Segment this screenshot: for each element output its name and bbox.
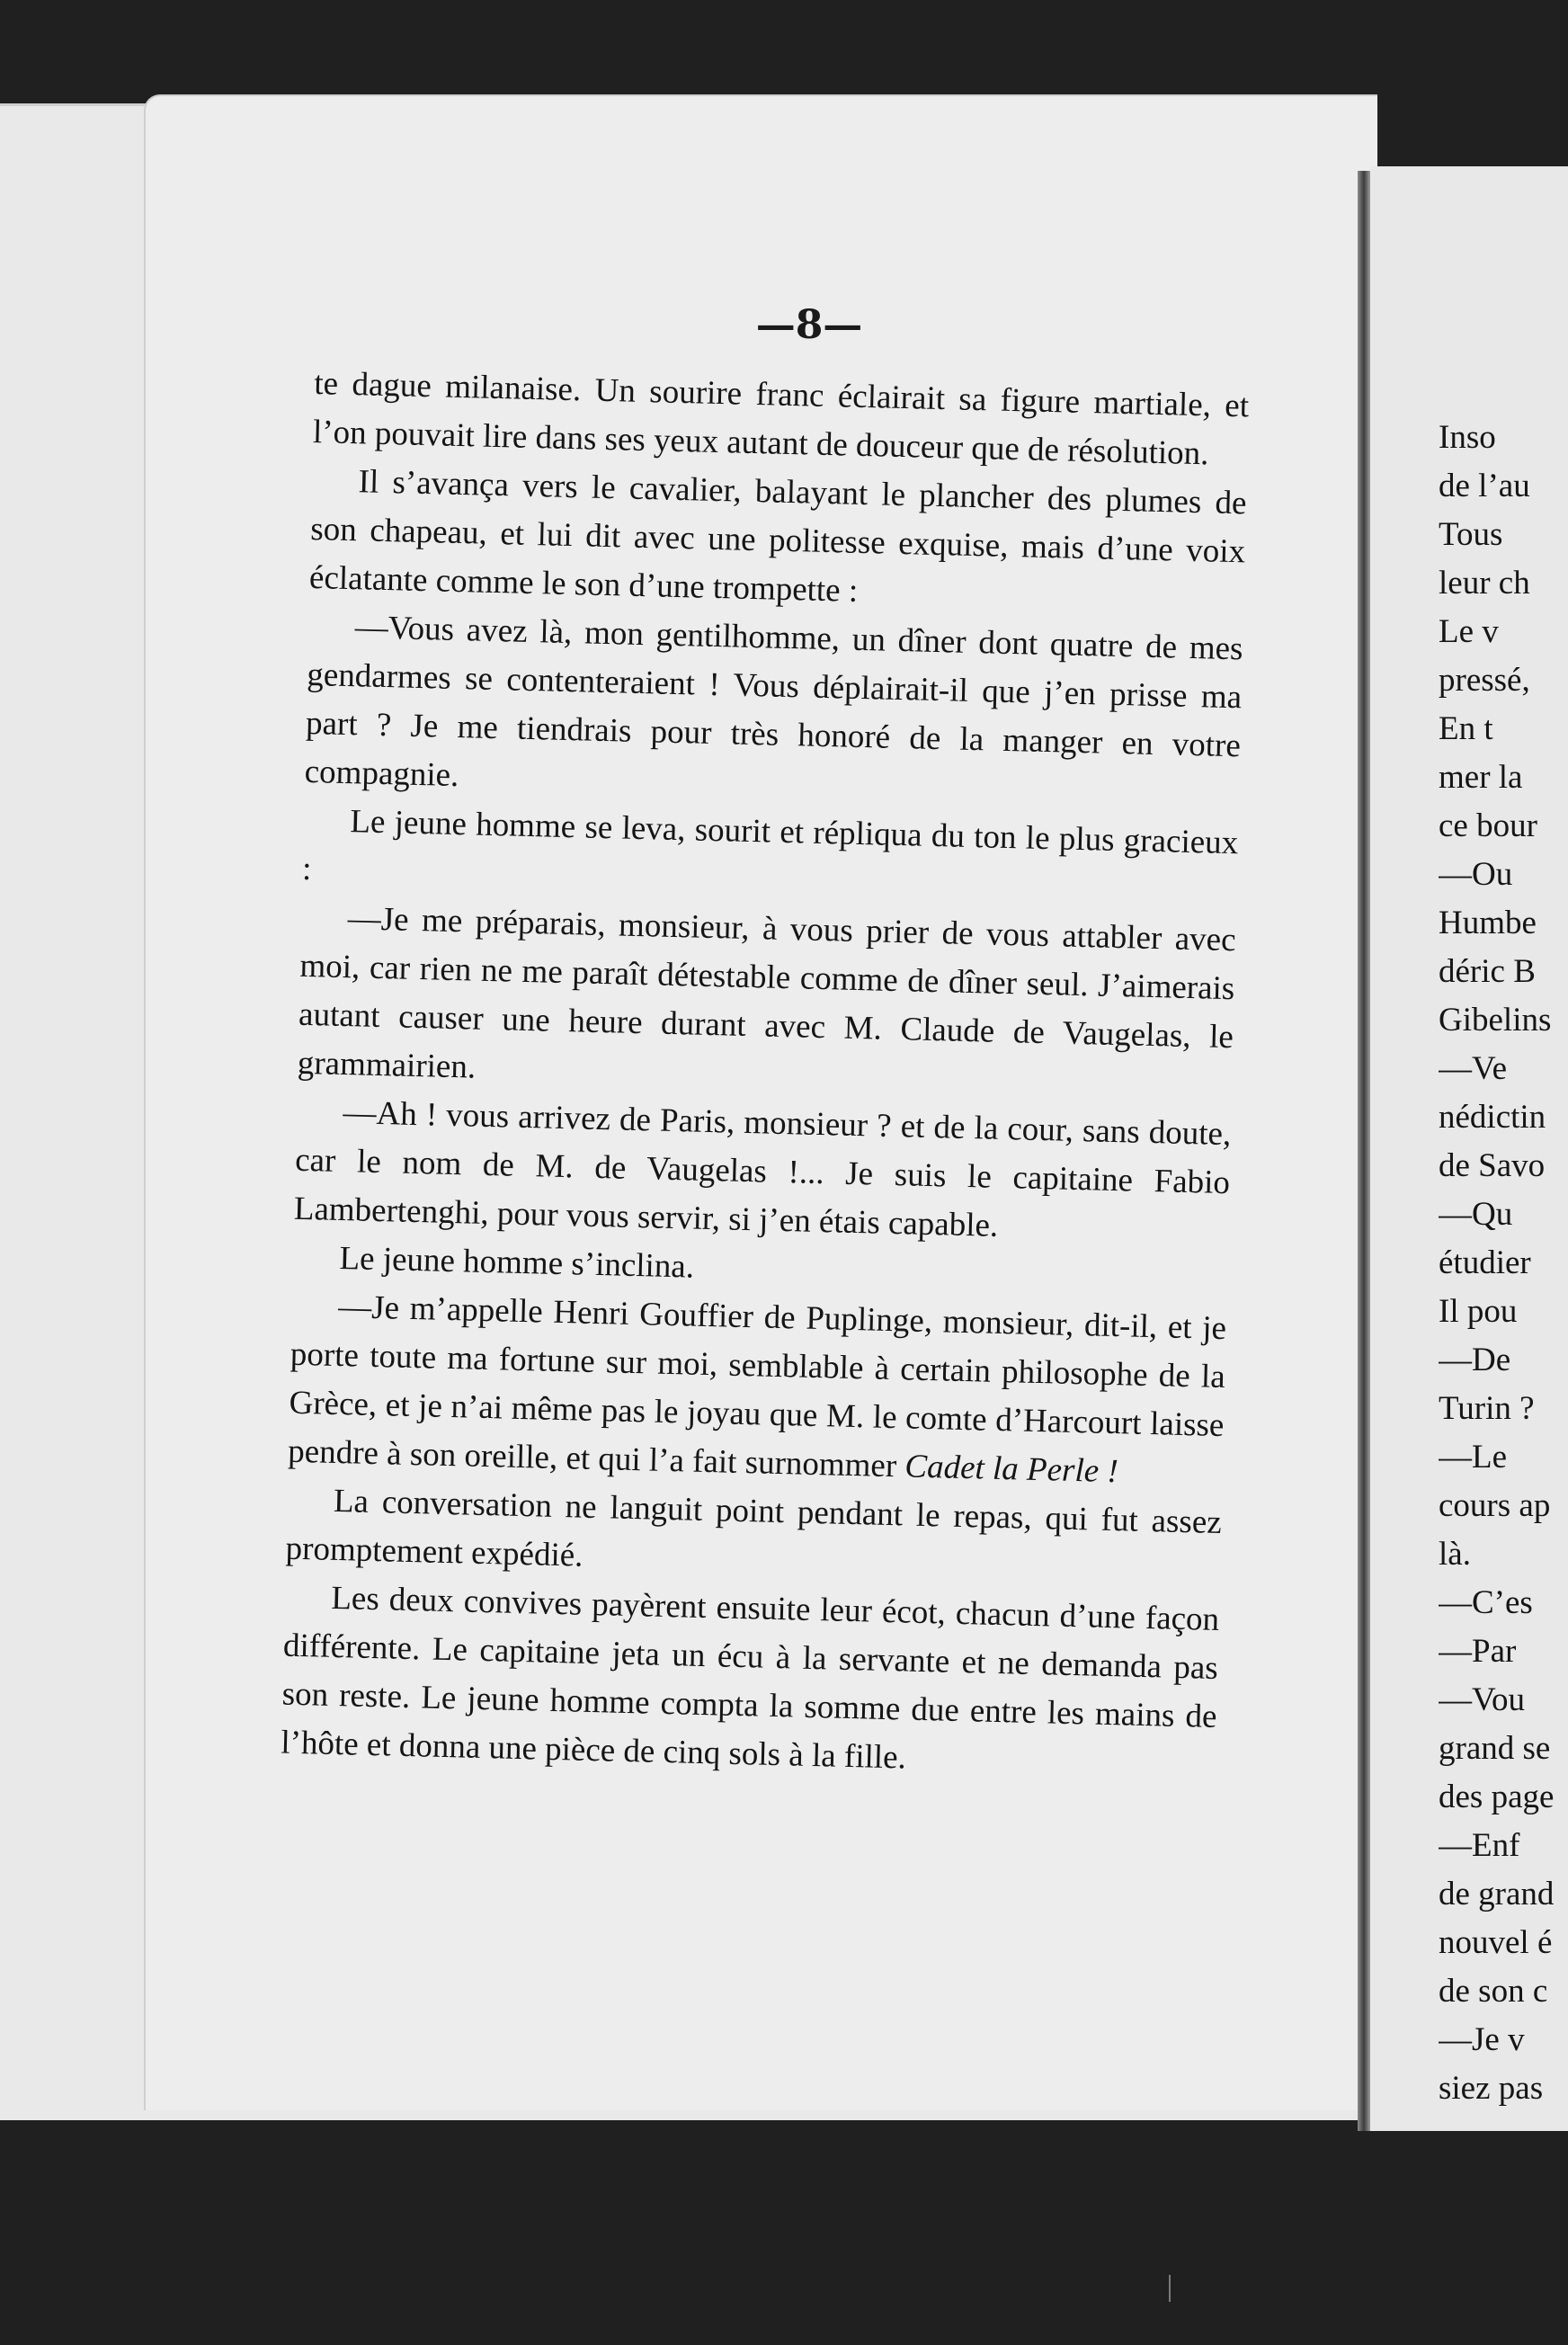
right-page-line: —Qu [1439, 1196, 1513, 1233]
right-page-line: grand se [1439, 1730, 1551, 1767]
paragraph: —Ah ! vous arrivez de Paris, monsieur ? et de la cour, sans doute, car le nom de M. de Vaugelas !... Je suis le capitaine Fabio Lambertenghi, pour vous servir, si j’en étais capable. [293, 1094, 1232, 1244]
paragraph: —Je me préparais, monsieur, à vous prier de vous attabler avec moi, car rien ne me paraît détestable comme de dîner seul. J’aimerais autant causer une heure durant avec M. Claude de Vaugelas, le grammairien. [297, 900, 1237, 1086]
book-gutter [1358, 171, 1370, 2131]
right-page-line: —C’es [1439, 1584, 1533, 1621]
right-page-line: ce bour [1439, 807, 1537, 844]
right-page-line: —Enf [1439, 1827, 1520, 1864]
right-page-line: de son c [1439, 1973, 1548, 2010]
right-page-line: nouvel é [1439, 1924, 1553, 1961]
right-page-line: —Par [1439, 1633, 1517, 1670]
right-page-line: Turin ? [1439, 1390, 1535, 1427]
page-number: —8— [755, 302, 863, 348]
right-page-line: déric B [1439, 953, 1536, 990]
paragraph: —Je m’appelle Henri Gouffier de Puplinge, monsieur, dit-il, et je porte toute ma fortune sur moi, semblable à certain philosophe de la Grèce, et je n’ai même pas le joyau que M. le comte d’Harcourt laisse pendre à son oreille, et qui l’a fait surnommer Cadet la Perle ! [287, 1288, 1227, 1491]
right-page-line: Tous [1439, 516, 1503, 553]
paragraph: Le jeune homme se leva, sourit et répliqua du ton le plus gracieux : [301, 803, 1239, 888]
right-page-line: de grand [1439, 1876, 1555, 1913]
right-page-line: Le v [1439, 613, 1499, 650]
paragraph: Les deux convives payèrent ensuite leur écot, chacun d’une façon différente. Le capitaine jeta un écu à la servante et ne demanda pas son reste. Le jeune homme compta la somme due entre les mains de l’hôte et donna une pièce de cinq sols à la fille. [280, 1579, 1220, 1777]
right-page-line: étudier [1439, 1244, 1531, 1281]
right-page-line: siez pas [1439, 2070, 1544, 2107]
paragraph: Il s’avança vers le cavalier, balayant le plancher des plumes de son chapeau, et lui dit avec une politesse exquise, mais d’une voix éclatante comme le son d’une trompette : [308, 463, 1247, 610]
paragraph: te dague milanaise. Un sourire franc éclairait sa figure martiale, et l’on pouvait lire dans ses yeux autant de douceur que de résolution. [312, 364, 1250, 473]
right-page-line: des page [1439, 1779, 1555, 1815]
right-page-text-fragment [1439, 414, 1568, 2113]
right-page-line: Gibelins [1439, 1002, 1552, 1039]
right-page-line: —Vou [1439, 1681, 1525, 1718]
right-page-line: Inso [1439, 419, 1496, 456]
right-page-line: —Ou [1439, 856, 1513, 893]
right-page-line: nédictin [1439, 1099, 1546, 1136]
right-page-line: —De [1439, 1342, 1511, 1378]
right-page-line: mer la [1439, 759, 1523, 796]
right-page-line: —Le [1439, 1439, 1508, 1476]
paragraph: La conversation ne languit point pendant le repas, qui fut assez promptement expédié. [285, 1482, 1223, 1574]
paragraph: —Vous avez là, mon gentilhomme, un dîner dont quatre de mes gendarmes se contenteraient ! Vous déplairait-il que j’en prisse ma part ? Je me tiendrais pour très honoré de la manger en votre compagnie. [304, 609, 1243, 795]
paragraph: Le jeune homme s’inclina. [339, 1239, 695, 1286]
right-page-line: de Savo [1439, 1147, 1546, 1184]
right-page-line: Humbe [1439, 905, 1537, 941]
right-page-line: —Ve [1439, 1050, 1508, 1087]
right-page-line: En t [1439, 710, 1493, 747]
left-page-text [281, 360, 1250, 1790]
right-page-line: Il pou [1439, 1293, 1518, 1330]
right-page-line: là. [1439, 1536, 1471, 1573]
right-page-line: leur ch [1439, 565, 1530, 602]
right-page-line: cours ap [1439, 1487, 1551, 1524]
right-page-line: de l’au [1439, 468, 1530, 504]
italic-title: Cadet la Perle ! [904, 1448, 1119, 1491]
right-page-line: pressé, [1439, 662, 1530, 699]
right-page-line: —Je v [1439, 2021, 1525, 2058]
scan-mark [1169, 2275, 1183, 2302]
